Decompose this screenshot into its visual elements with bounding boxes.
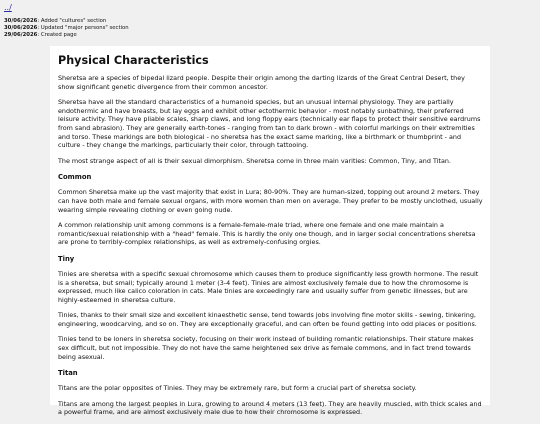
changelog-entry [4,32,129,39]
changelog-date: 29/06/2026 [4,32,38,38]
changelog-text: : Added "cultures" section [37,18,107,24]
article-page [50,46,490,417]
changelog-entry [4,18,129,25]
changelog [4,18,129,39]
section-heading-titan: Titan [58,369,78,378]
intro-paragraph: Sheretsa are a species of bipedal lizard people. Despite their origin among the darting lizards of the Great Central Desert, they show significant genetic divergence from their common ancestor. [58,74,465,91]
back-link[interactable]: ../ [4,3,12,12]
changelog-text: : Updated "major persons" section [37,25,129,31]
section-paragraph: Tinies tend to be loners in sheretsa society, focusing on their work instead of building romantic relationships. Their stature makes sex difficult, but not impossible. They do not have the same heightened sex drive as female commons, and in fact trend towards being asexual. [58,335,474,361]
intro-paragraph: Sheretsa have all the standard characteristics of a humanoid species, but an unusual internal physiology. They are partially endothermic and have breasts, but lay eggs and exhibit other ectothermic behavior - most notably sunbathing, their preferred leisure activity. They have pliable scales, sharp claws, and long floppy ears (technically ear flaps to protect their sensitive eardrums from sand abrasion). They are generally earth-tones - ranging from tan to dark brown - with colorful markings on their extremities and torso. These markings are both biological - no sheretsa has the exact same marking, like a birthmark or thumbprint - and culture - they change the markings, particularly their color, through tattooing. [58,98,481,150]
changelog-date: 30/06/2026 [4,18,38,24]
changelog-date: 30/06/2026 [4,25,38,31]
section-paragraph: A common relationship unit among commons is a female-female-male triad, where one female and one male maintain a romantic/sexual relationship with a "head" female. This is hardly the only one though, and in larger social concentrations sheretsa are prone to terribly-complex relationships, as well as extremely-confusing orgies. [58,221,476,247]
section-heading-tiny: Tiny [58,254,75,263]
article-content [58,54,483,424]
section-paragraph: Common Sheretsa make up the vast majority that exist in Lura; 80-90%. They are human-sized, topping out around 2 meters. They can have both male and female sexual organs, with more women than men on average. They prefer to be mostly unclothed, usually wearing simple revealing clothing or even going nude. [58,188,483,214]
section-paragraph: Titans are the polar opposites of Tinies. They may be extremely rare, but form a crucial part of sheretsa society. [58,384,417,393]
section-paragraph: Tinies, thanks to their small size and excellent kinaesthetic sense, tend towards jobs involving fine motor skills - sewing, tinkering, engineering, woodcarving, and so on. They are exceptionally graceful, and can often be found getting into odd places or positions. [58,311,477,328]
section-heading-common: Common [58,173,92,182]
changelog-text: : Created page [37,32,77,38]
section-paragraph: Tinies are sheretsa with a specific sexual chromosome which causes them to produce significantly less growth hormone. The result is a sheretsa, but small; typically around 1 meter (3-4 feet). Tinies are almost exclusively female due to how the chromosome is expressed, much like calico coloration in cats. Male tinies are exceedingly rare and usually suffer from genetic illnesses, but are highly-esteemed in sheretsa culture. [58,269,479,304]
intro-paragraph: The most strange aspect of all is their sexual dimorphism. Sheretsa come in three main varities: Common, Tiny, and Titan. [58,156,451,165]
section-paragraph: Titans are among the largest peoples in Lura, growing to around 4 meters (13 feet). They are heavily muscled, with thick scales and a powerful frame, and are almost exclusively male due to how their chromosome is expressed. [58,399,482,417]
changelog-entry [4,25,129,32]
page-title: Physical Characteristics [58,54,209,67]
